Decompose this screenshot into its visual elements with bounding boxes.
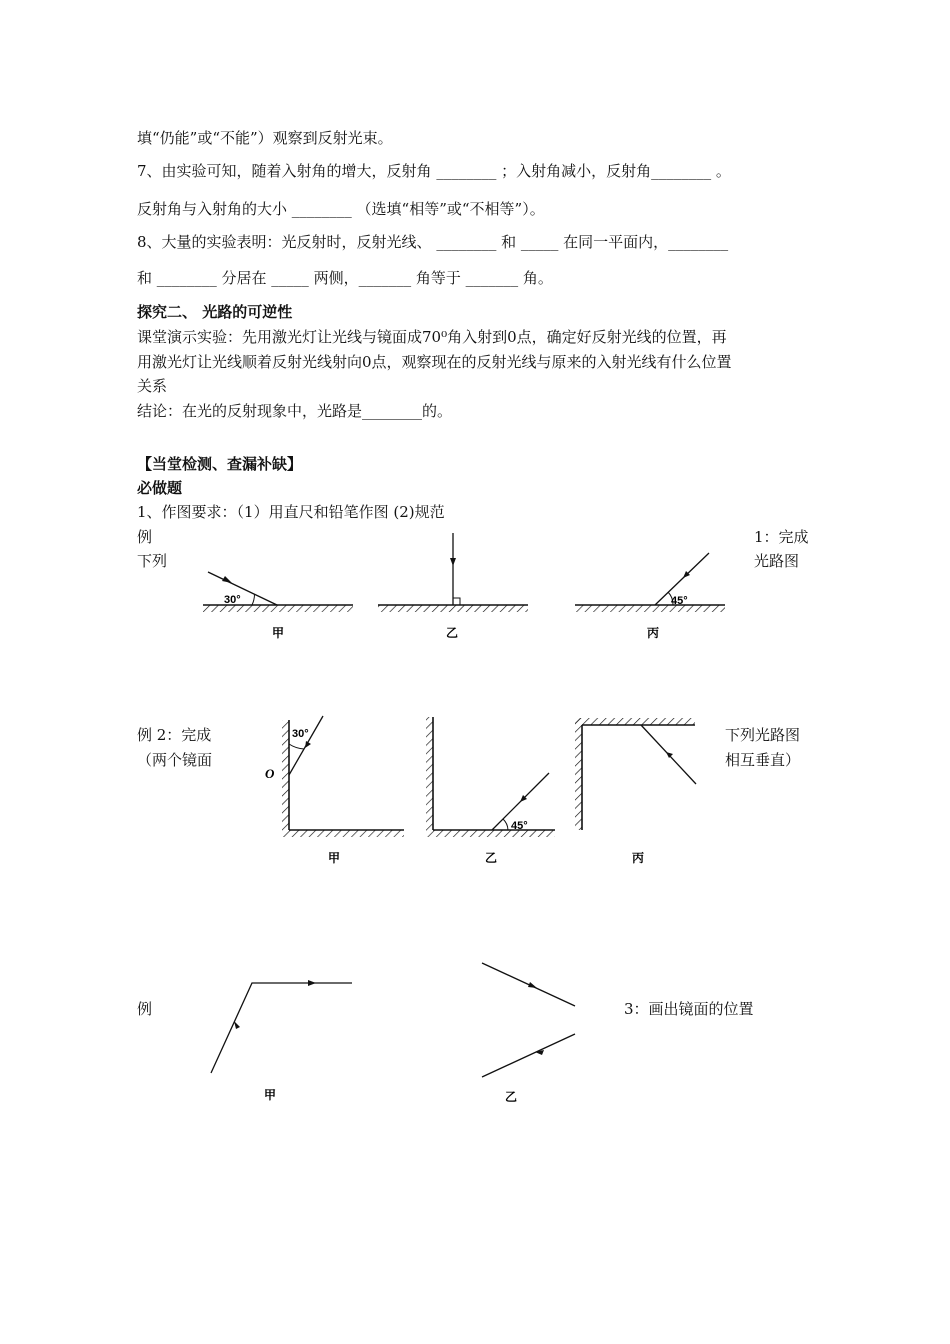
- ex3-figure-yi: [482, 963, 575, 1104]
- light-path: [211, 983, 352, 1073]
- angle-label-30: 30°: [224, 594, 241, 606]
- angle-arc: [289, 744, 304, 749]
- must-do-heading: 必做题: [137, 479, 183, 497]
- figure-label-bing: 丙: [647, 626, 660, 640]
- ex1-right-1: 1：完成: [754, 528, 809, 546]
- incoming-ray: [482, 963, 575, 1006]
- demo-line-3: 关系: [137, 377, 168, 395]
- arrowhead-icon: [308, 980, 316, 986]
- figure-label-yi: 乙: [505, 1090, 518, 1104]
- fill-line-0: 填“仍能”或“不能”）观察到反射光束。: [137, 129, 393, 147]
- horizontal-mirror-hatch: [282, 830, 404, 837]
- figure-label-yi: 乙: [485, 851, 498, 865]
- ex2-right-2: 相互垂直）: [725, 751, 801, 769]
- arrowhead-icon: [222, 576, 232, 583]
- mirror-hatch: [378, 605, 528, 612]
- arrowhead-icon: [528, 982, 537, 988]
- ex3-figure-jia: [211, 980, 352, 1102]
- demo-line-2: 用激光灯让光线顺着反射光线射向0点，观察现在的反射光线与原来的入射光线有什么位置: [137, 353, 732, 371]
- figure-label-yi: 乙: [446, 626, 459, 640]
- question-8-line-2: 和 ________ 分居在 _____ 两侧，_______ 角等于 _______ 角。: [137, 269, 553, 287]
- mirror-hatch: [575, 605, 725, 612]
- vertical-mirror-hatch: [575, 718, 582, 830]
- demo-line-1: 课堂演示实验：先用激光灯让光线与镜面成70⁰角入射到0点，确定好反射光线的位置，再: [137, 328, 727, 346]
- ex2-figure-yi: [426, 717, 555, 865]
- vertical-mirror-hatch: [426, 717, 433, 830]
- figure-label-bing: 丙: [632, 851, 645, 865]
- angle-label-45: 45°: [511, 820, 528, 832]
- ex1-figure-bing: [575, 553, 725, 640]
- ex2-figure-jia: [265, 716, 404, 865]
- ex1-right-2: 光路图: [754, 552, 800, 570]
- conclusion: 结论：在光的反射现象中，光路是________的。: [137, 402, 453, 420]
- angle-arc: [503, 819, 508, 830]
- ex2-left-2: （两个镜面: [137, 751, 213, 769]
- ex1-left-2: 下列: [137, 552, 168, 570]
- horizontal-mirror-hatch: [575, 718, 695, 725]
- angle-arc: [252, 594, 255, 605]
- check-heading: 【当堂检测、查漏补缺】: [137, 455, 303, 473]
- mirror-hatch: [203, 605, 353, 612]
- right-angle-mark: [453, 598, 460, 605]
- incident-ray: [208, 572, 277, 605]
- ex3-right: 3：画出镜面的位置: [624, 1000, 754, 1018]
- vertical-mirror-hatch: [282, 720, 289, 830]
- ex1-left-1: 例: [137, 528, 153, 546]
- ex2-figure-bing: [575, 718, 696, 865]
- arrowhead-icon: [234, 1021, 240, 1029]
- figure-label-jia: 甲: [264, 1088, 277, 1102]
- arrowhead-icon: [666, 752, 673, 758]
- ex1-figure-jia: [203, 572, 353, 640]
- explore2-title: 探究二、 光路的可逆性: [137, 303, 293, 321]
- ex1-figure-yi: [378, 533, 528, 640]
- arrowhead-icon: [450, 558, 456, 566]
- point-o-label: O: [265, 766, 275, 781]
- angle-label-45: 45°: [671, 595, 688, 607]
- drawing-requirements: 1、作图要求：（1）用直尺和铅笔作图 (2)规范: [137, 503, 445, 521]
- question-7-line-2: 反射角与入射角的大小 ________ （选填“相等”或“不相等”）。: [137, 200, 545, 218]
- ex3-left: 例: [137, 1000, 153, 1018]
- horizontal-mirror-hatch: [426, 830, 555, 837]
- figure-label-jia: 甲: [328, 851, 341, 865]
- ex2-left-1: 例 2：完成: [137, 726, 212, 744]
- ex2-right-1: 下列光路图: [725, 726, 801, 744]
- outgoing-ray: [482, 1034, 575, 1077]
- figure-label-jia: 甲: [272, 626, 285, 640]
- angle-label-30: 30°: [292, 728, 309, 740]
- question-7-line-1: 7、由实验可知，随着入射角的增大，反射角 ________ ；入射角减小，反射角________ 。: [137, 162, 731, 180]
- question-8-line-1: 8、大量的实验表明：光反射时，反射光线、 ________ 和 _____ 在同一平面内，________: [137, 233, 729, 251]
